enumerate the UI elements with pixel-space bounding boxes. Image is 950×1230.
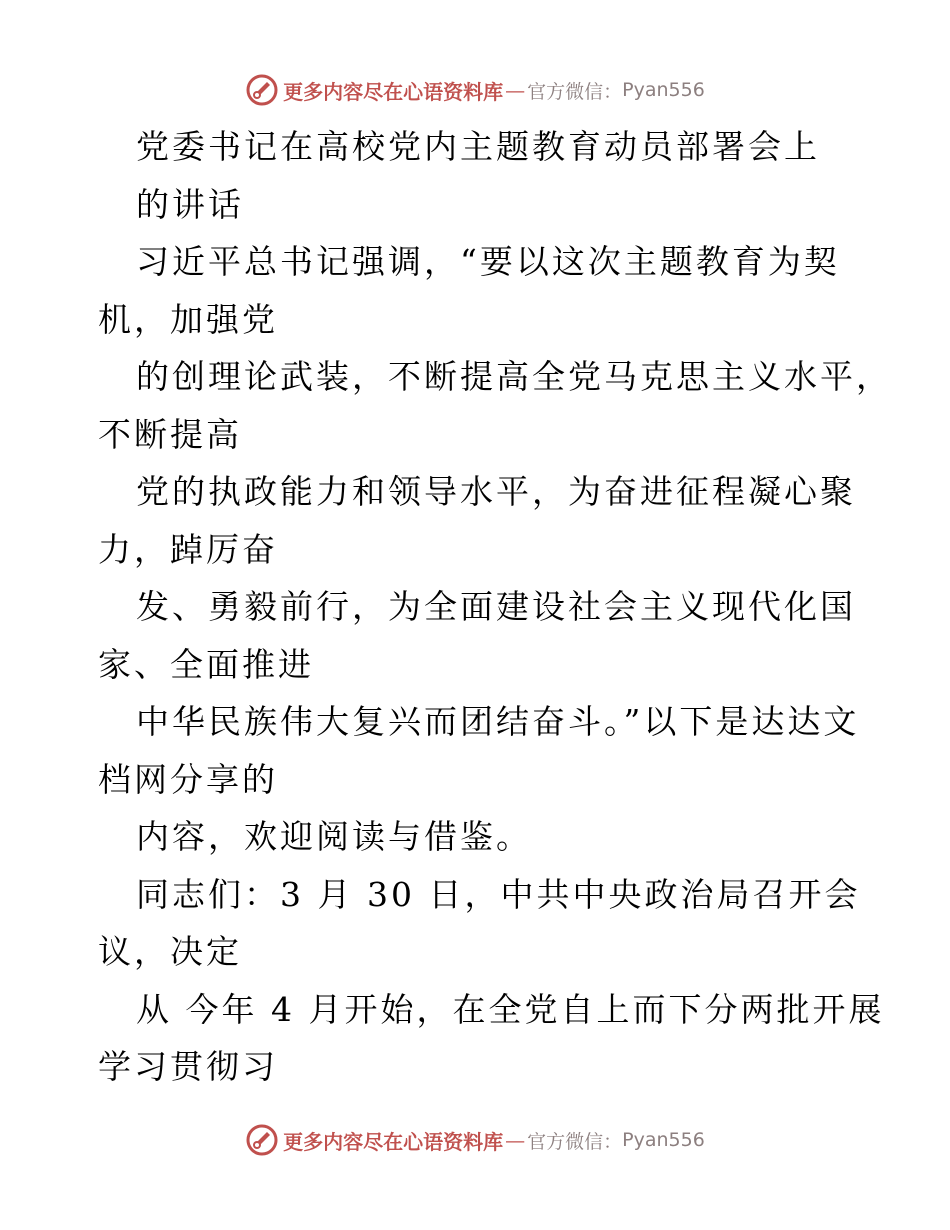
text-line: 发、勇毅前行，为全面建设社会主义现代化国 <box>136 587 856 626</box>
watermark-wechat-id: Pyan556 <box>622 1129 705 1151</box>
text-line: 不断提高 <box>98 414 242 454</box>
text-line: 家、全面推进 <box>98 644 314 684</box>
watermark-dash: — <box>505 78 526 102</box>
watermark-dash: — <box>505 1128 526 1152</box>
text-line: 习近平总书记强调，“要以这次主题教育为契 <box>136 242 840 281</box>
text-line: 中华民族伟大复兴而团结奋斗。”以下是达达文 <box>136 702 860 741</box>
text-line: 党的执政能力和领导水平，为奋进征程凝心聚 <box>136 472 856 511</box>
text-line: 的讲话 <box>136 184 244 224</box>
logo-icon <box>245 73 279 107</box>
text-line: 力，踔厉奋 <box>98 529 278 569</box>
text-line: 议，决定 <box>98 932 242 971</box>
text-line: 机，加强党 <box>98 299 278 339</box>
text-line: 的创理论武装，不断提高全党马克思主义水平， <box>136 357 892 396</box>
text-line: 内容，欢迎阅读与借鉴。 <box>136 817 532 856</box>
footer-watermark <box>0 1120 950 1160</box>
watermark-wechat-label: 官方微信： <box>527 80 623 103</box>
text-line: 从 今年 4 月开始，在全党自上而下分两批开展 <box>136 989 885 1029</box>
watermark-wechat-label: 官方微信： <box>527 1130 623 1153</box>
watermark-main-text: 更多内容尽在心语资料库 <box>283 79 504 104</box>
text-line: 学习贯彻习 <box>98 1047 278 1086</box>
text-line: 党委书记在高校党内主题教育动员部署会上 <box>136 127 820 166</box>
text-line: 同志们：3 月 30 日，中共中央政治局召开会 <box>136 874 861 914</box>
text-line: 档网分享的 <box>98 759 278 799</box>
header-watermark <box>0 70 950 110</box>
logo-icon <box>245 1123 279 1157</box>
watermark-main-text: 更多内容尽在心语资料库 <box>283 1129 504 1154</box>
document-body <box>98 118 892 1096</box>
watermark-wechat-id: Pyan556 <box>622 79 705 101</box>
